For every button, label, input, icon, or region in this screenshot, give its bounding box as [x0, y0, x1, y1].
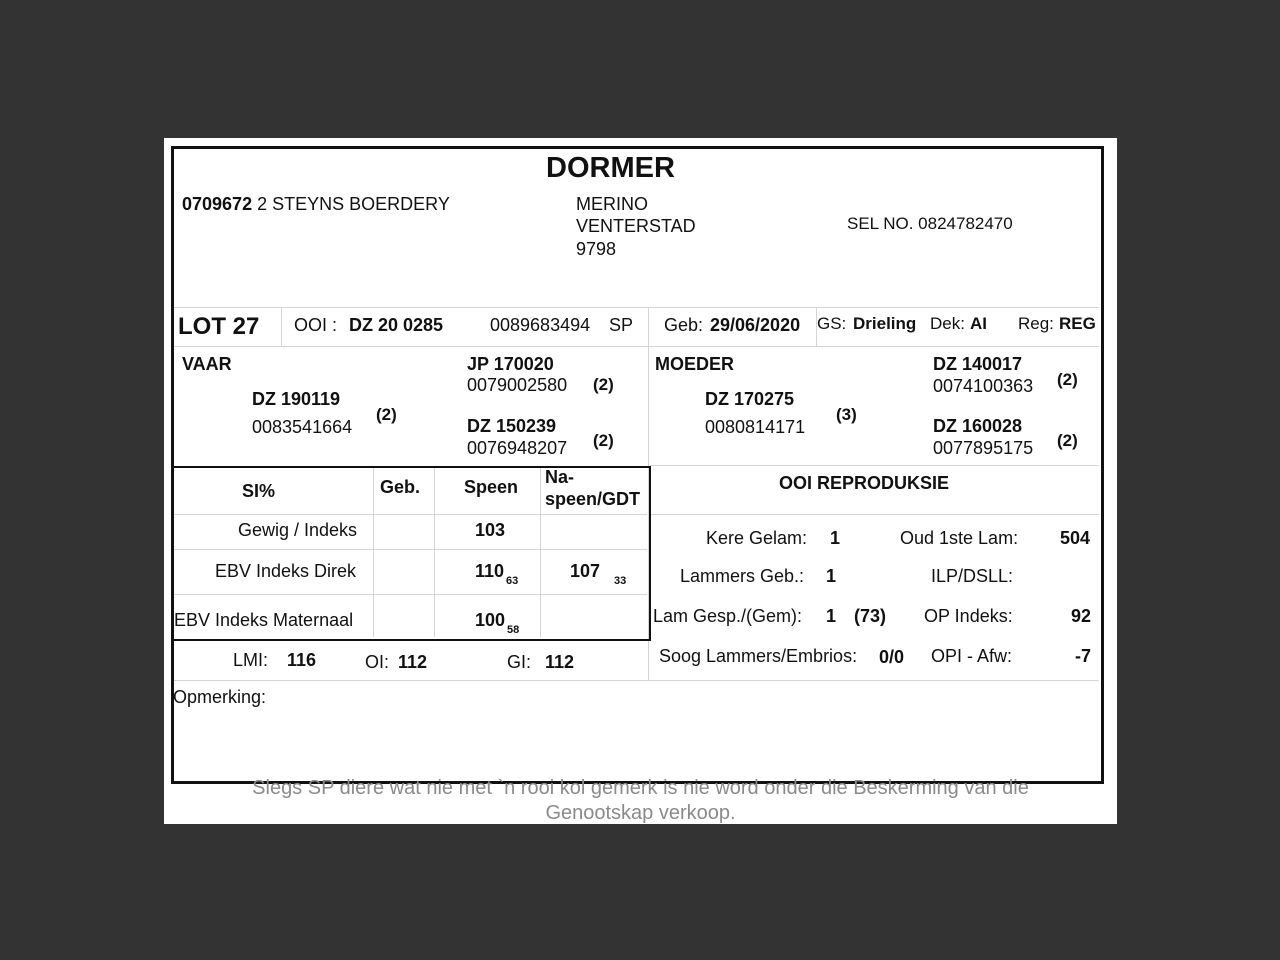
reg-value: REG: [1059, 314, 1096, 333]
owner-code: 0709672: [182, 194, 253, 214]
sel-number: SEL NO. 0824782470: [847, 214, 1013, 233]
lambs-born-value: 1: [826, 566, 837, 586]
table-row-label: Gewig / Indeks: [238, 520, 358, 540]
first-lamb-age-value: 504: [1060, 528, 1091, 548]
naspeen-header: Na-: [545, 467, 575, 487]
reproduction-title: OOI REPRODUKSIE: [779, 473, 950, 493]
table-row-label: EBV Indeks Direk: [215, 561, 357, 581]
moeder-count: (3): [836, 405, 857, 424]
dek-label: Dek:: [930, 314, 965, 333]
disclaimer-line: Slegs SP diere wat nie met `n rooi kol gemerk is nie word onder die Beskerming van die: [252, 777, 1029, 799]
divider: [650, 465, 1099, 466]
speen-value: [475, 561, 519, 587]
ilp-dsll-label: ILP/DSLL:: [931, 566, 1014, 586]
gs-value: Drieling: [853, 314, 917, 333]
town-name: VENTERSTAD: [576, 216, 696, 236]
gs-label: GS:: [817, 314, 847, 333]
speen-value: [475, 610, 520, 636]
gi-label: GI:: [507, 652, 532, 672]
speen-value: 103: [475, 520, 506, 540]
kere-gelam-label: Kere Gelam:: [706, 528, 808, 548]
moeder-sire-number: 0074100363: [933, 376, 1034, 396]
embryos-value: 0/0: [879, 647, 905, 667]
owner-line: [182, 194, 450, 215]
vaar-number: 0083541664: [252, 417, 353, 437]
moeder-id: DZ 170275: [705, 389, 795, 409]
si-header: SI%: [242, 481, 276, 501]
vaar-dam-id: DZ 150239: [467, 416, 557, 436]
naspeen-accuracy: 33: [614, 575, 627, 587]
postal-code: 9798: [576, 239, 617, 259]
ooi-id: DZ 20 0285: [349, 315, 444, 335]
naspeen-number: 107: [570, 561, 601, 581]
speen-number: 100: [475, 610, 506, 630]
dek-value: AI: [970, 314, 987, 333]
speen-number: 110: [475, 561, 505, 581]
embryos-label: Soog Lammers/Embrios:: [659, 646, 858, 666]
ooi-class: SP: [609, 315, 634, 335]
lambs-weaned-average: (73): [854, 606, 887, 626]
opi-deviation-label: OPI - Afw:: [931, 646, 1013, 666]
naspeen-value: [570, 561, 627, 587]
table-rule: [373, 468, 374, 637]
divider: [174, 346, 1099, 347]
oi-label: OI:: [365, 652, 390, 672]
op-index-label: OP Indeks:: [924, 606, 1013, 626]
moeder-dam-number: 0077895175: [933, 438, 1034, 458]
disclaimer-line: Genootskap verkoop.: [545, 802, 736, 824]
opi-deviation-value: -7: [1075, 646, 1092, 666]
speen-accuracy: 58: [507, 624, 520, 636]
vaar-sire-id: JP 170020: [467, 354, 554, 374]
reg-label: Reg:: [1018, 314, 1054, 333]
moeder-dam-id: DZ 160028: [933, 416, 1023, 436]
table-rule: [174, 549, 647, 550]
table-rule: [434, 468, 435, 637]
oi-value: 112: [398, 652, 428, 672]
moeder-sire-id: DZ 140017: [933, 354, 1023, 374]
moeder-number: 0080814171: [705, 417, 806, 437]
lambs-weaned-label: Lam Gesp./(Gem):: [653, 606, 803, 626]
owner-name: 2 STEYNS BOERDERY: [257, 194, 450, 214]
breed-title: DORMER: [546, 152, 675, 184]
disclaimer: [164, 776, 1117, 824]
first-lamb-age-label: Oud 1ste Lam:: [900, 528, 1019, 548]
vaar-dam-count: (2): [593, 431, 614, 450]
lmi-value: 116: [287, 650, 317, 670]
vaar-id: DZ 190119: [252, 389, 341, 409]
lmi-label: LMI:: [233, 650, 269, 670]
lambs-born-label: Lammers Geb.:: [680, 566, 805, 586]
vaar-dam-number: 0076948207: [467, 438, 568, 458]
naspeen-header: speen/GDT: [545, 489, 641, 509]
lambs-weaned-value: 1: [826, 606, 837, 626]
divider: [281, 308, 282, 346]
gi-value: 112: [545, 652, 575, 672]
geb-header: Geb.: [380, 477, 421, 497]
op-index-value: 92: [1071, 606, 1092, 626]
table-rule: [174, 514, 647, 515]
remarks-label: Opmerking:: [173, 687, 267, 707]
vaar-sire-count: (2): [593, 375, 614, 394]
divider: [650, 514, 1099, 515]
lot-card: [164, 138, 1117, 824]
birth-date: 29/06/2020: [710, 315, 801, 335]
moeder-sire-count: (2): [1057, 370, 1078, 389]
speen-header: Speen: [464, 477, 519, 497]
birth-date-label: Geb:: [664, 315, 704, 335]
divider: [174, 680, 1099, 681]
ooi-label: OOI :: [294, 315, 338, 335]
table-rule: [540, 468, 541, 637]
vaar-sire-number: 0079002580: [467, 375, 568, 395]
lot-number: LOT 27: [178, 313, 260, 340]
moeder-dam-count: (2): [1057, 431, 1078, 450]
moeder-label: MOEDER: [655, 354, 735, 374]
vaar-count: (2): [376, 405, 397, 424]
table-row-label: EBV Indeks Maternaal: [174, 610, 354, 630]
vaar-label: VAAR: [182, 354, 232, 374]
kere-gelam-value: 1: [830, 528, 841, 548]
table-rule: [174, 594, 647, 595]
ooi-number: 0089683494: [490, 315, 591, 335]
farm-name: MERINO: [576, 194, 648, 214]
speen-accuracy: 63: [506, 575, 519, 587]
divider: [174, 307, 1099, 308]
